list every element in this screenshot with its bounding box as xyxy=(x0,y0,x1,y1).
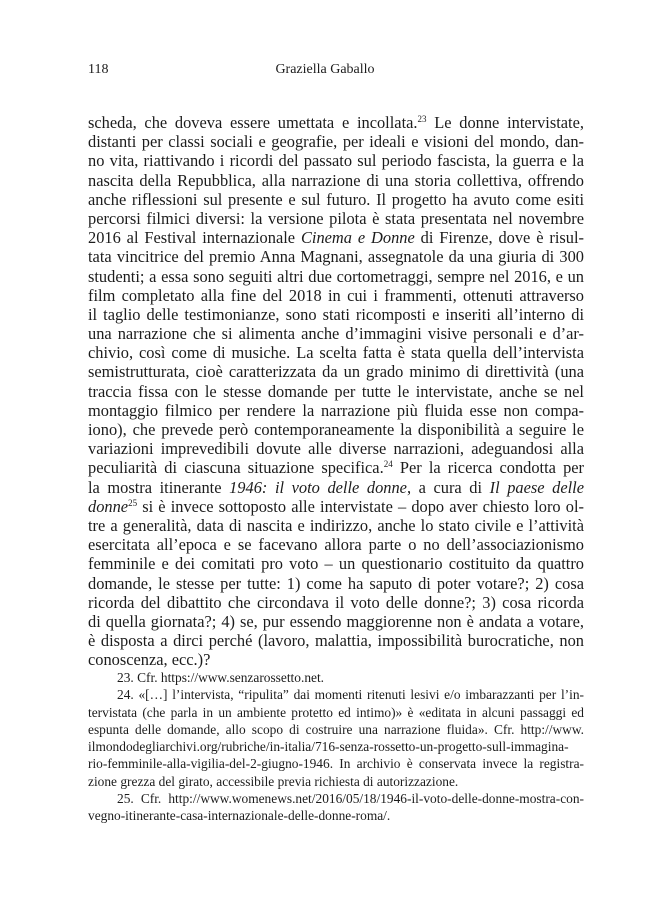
body-line: no vita, riattivando i ricordi del passato sul periodo fascista, la guerra e la xyxy=(88,151,584,171)
curator-title: donne xyxy=(88,496,129,516)
body-line: distanti per classi sociali e geografie, per ideali e visioni del mondo, dan- xyxy=(88,132,584,152)
body-line: anche riflessioni sul presente e sul futuro. Il progetto ha avuto come esiti xyxy=(88,189,584,209)
body-line: variazioni imprevedibili dovute alle diverse narrazioni, adeguandosi alla xyxy=(88,439,584,459)
body-line: chivio, così come di musiche. La scelta fatta è stata quella dell’intervista xyxy=(88,343,584,363)
exhibition-title: 1946: il voto delle donne xyxy=(229,477,407,497)
footnote-line: ilmondodegliarchivi.org/rubriche/in-italia/716-senza-rossetto-un-progetto-sull-immagina- xyxy=(88,739,569,755)
body-line: domande, le stesse per tutte: 1) come ha saputo di poter votare?; 2) cosa xyxy=(88,573,584,593)
footnote-line: zione grezza del girato, accessibile previa richiesta di autorizzazione. xyxy=(88,773,459,789)
body-line: tre a generalità, data di nascita e indirizzo, anche lo stato civile e l’attività xyxy=(88,515,584,535)
body-line: peculiarità di ciascuna situazione specifica.$^{24}$ Per la ricerca condotta per xyxy=(88,458,584,478)
curator-title: Il paese delle xyxy=(489,477,584,497)
body-line: nascita della Repubblica, alla narrazione di una storia collettiva, offrendo xyxy=(88,170,584,190)
footnote-24: 24. «[…] l’intervista, “ripulita” dai momenti ritenuti lesivi e/o imbarazzanti per l’in- xyxy=(117,687,584,703)
running-title: Graziella Gaballo xyxy=(275,62,375,77)
footnotes xyxy=(88,669,584,825)
footnote-23: 23. Cfr. https://www.senzarossetto.net. xyxy=(117,670,325,685)
body-line: ricorda del dibattito che circondava il voto delle donne?; 3) cosa ricorda xyxy=(88,592,584,612)
body-line: tata vincitrice del premio Anna Magnani, assegnatole da una giuria di 300 xyxy=(88,247,584,267)
page-number: 118 xyxy=(88,62,109,77)
body-line: montaggio filmico per rendere la narrazione più fluida esse non compa- xyxy=(88,400,584,420)
body-line: donne$^{25}$ si è invece sottoposto alle intervistate – dopo aver chiesto loro ol- xyxy=(88,496,584,516)
footnote-ref[interactable]: 23 xyxy=(417,114,427,125)
body-line: il taglio delle testimonianze, sono stati ricomposti e inseriti all’interno di xyxy=(88,304,584,324)
running-header xyxy=(88,62,562,82)
body-line: studenti; a essa sono seguiti altri due cortometraggi, sempre nel 2016, e un xyxy=(88,266,584,286)
body-line: è disposta a dirci perché (lavoro, malattia, impossibilità burocratiche, non xyxy=(88,631,584,651)
body-line: esercitata all’epoca e se facevano allora parte o no dell’associazionismo xyxy=(88,535,584,555)
footnote-line: rio-femminile-alla-vigilia-del-2-giugno-1946. In archivio è conservata invece la registra- xyxy=(88,756,584,772)
body-line: femminile e dei comitati pro voto – un questionario costituito da quattro xyxy=(88,554,584,574)
footnote-ref[interactable]: 24 xyxy=(383,459,393,470)
body-line: conoscenza, ecc.)? xyxy=(88,650,211,670)
festival-title: Cinema e Donne xyxy=(300,228,415,248)
footnote-25: 25. Cfr. http://www.womenews.net/2016/05/18/1946-il-voto-delle-donne-mostra-con- xyxy=(117,791,584,807)
body-line: la mostra itinerante 1946: il voto delle donne, a cura di Il paese delle xyxy=(88,477,584,497)
body-text xyxy=(88,113,584,669)
footnote-line: tervistata (che parla in un ambiente protetto ed intimo)» è «editata in alcuni passaggi ed xyxy=(88,704,584,720)
body-line: 2016 al Festival internazionale Cinema e Donne di Firenze, dove è risul- xyxy=(88,228,584,248)
body-line: iono), che prevede però contemporaneamente la disponibilità a seguire le xyxy=(88,420,584,439)
footnote-line: espunta delle domande, allo scopo di costruire una narrazione fluida». Cfr. http://www. xyxy=(88,721,584,737)
body-line: di quella giornata?; 4) se, pur essendo maggiorenne non è andata a votare, xyxy=(88,611,584,631)
footnote-line: vegno-itinerante-casa-internazionale-delle-donne-roma/. xyxy=(88,808,391,824)
body-line: percorsi filmici diversi: la versione pilota è stata presentata nel novembre xyxy=(88,208,584,228)
body-line: semistrutturata, cioè caratterizzata da un grado minimo di direttività (una xyxy=(88,362,584,382)
body-line: scheda, che doveva essere umettata e incollata.$^{23}$ Le donne intervistate, xyxy=(88,113,584,132)
body-line: traccia fissa con le stesse domande per tutte le intervistate, anche se nel xyxy=(88,381,584,401)
body-line: una narrazione che si alimenta anche d’immagini visive personali e d’ar- xyxy=(88,324,584,344)
footnote-ref[interactable]: 25 xyxy=(128,497,138,508)
body-line: film completato alla fine del 2018 in cui i frammenti, ottenuti attraverso xyxy=(88,285,584,305)
